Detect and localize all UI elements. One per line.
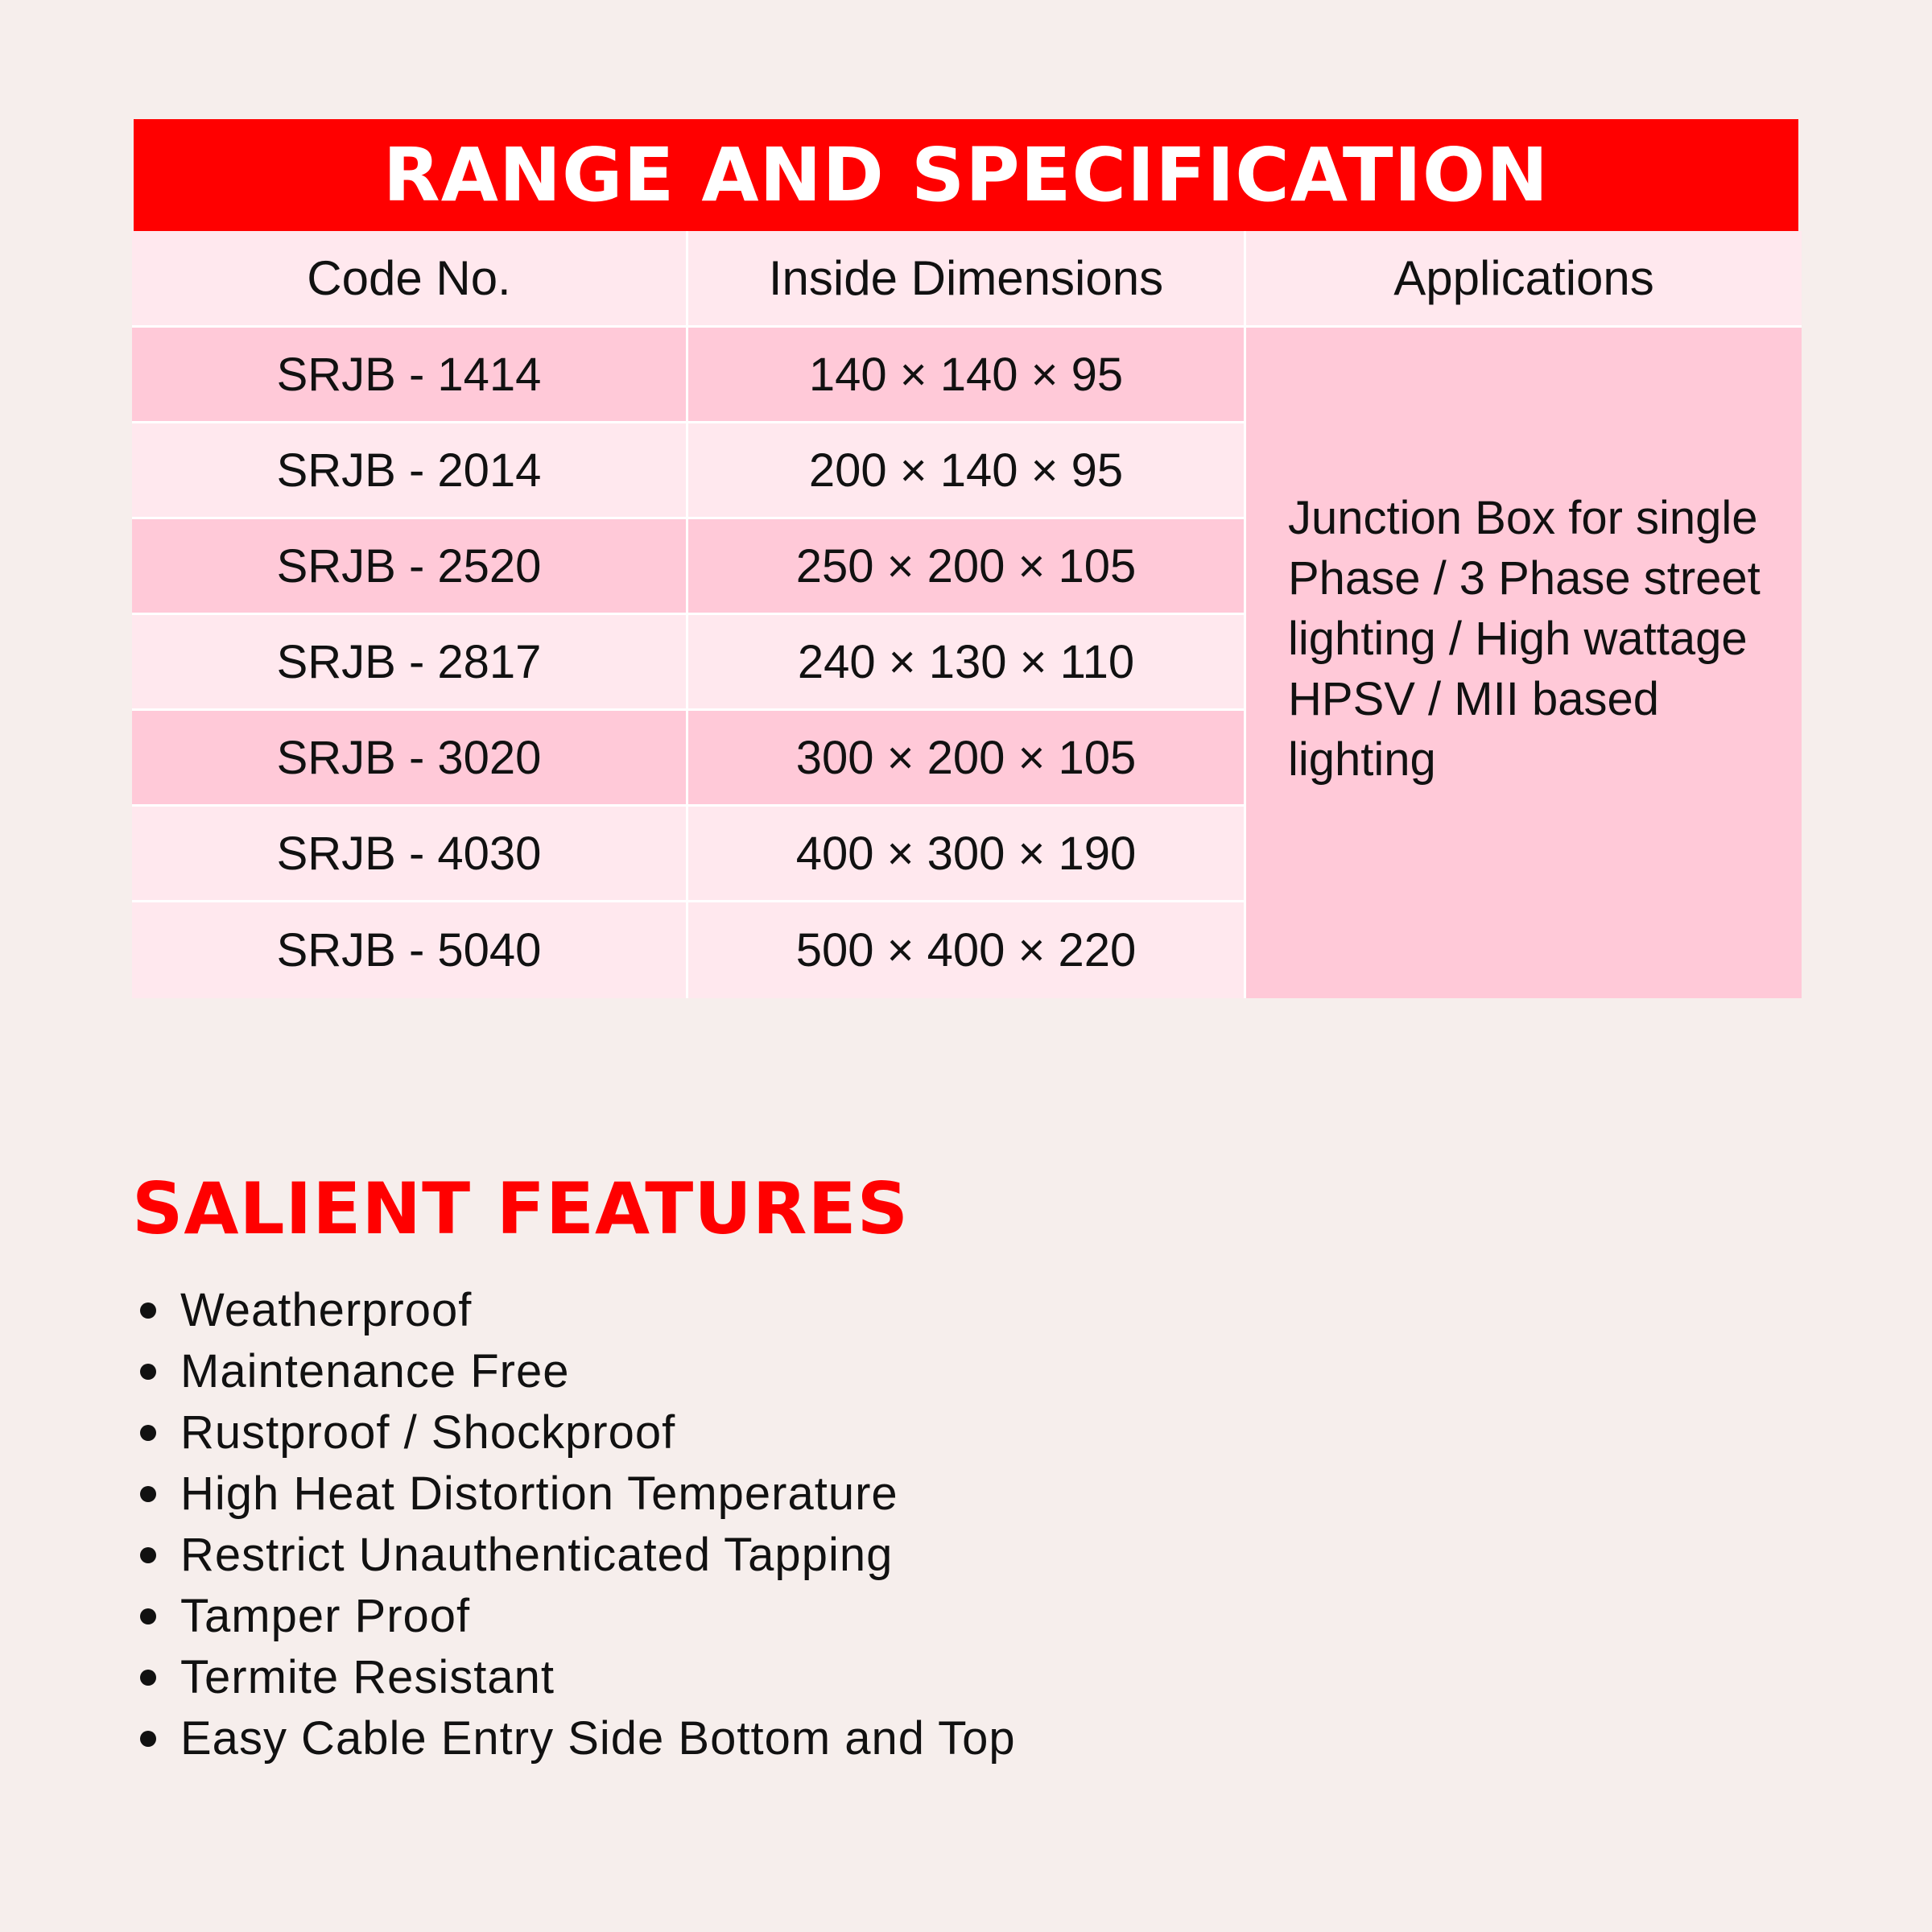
feature-item <box>134 1525 1016 1586</box>
feature-label: Easy Cable Entry Side Bottom and Top <box>180 1712 1016 1765</box>
spec-table <box>134 119 1798 998</box>
spec-title: RANGE AND SPECIFICATION <box>134 119 1798 231</box>
cell-dimensions: 250 × 200 × 105 <box>688 519 1244 615</box>
feature-label: Weatherproof <box>180 1284 473 1336</box>
cell-dimensions: 200 × 140 × 95 <box>688 423 1244 519</box>
header-code: Code No. <box>132 231 686 328</box>
cell-code: SRJB - 3020 <box>132 711 686 807</box>
bullet-icon <box>140 1731 156 1747</box>
cell-code: SRJB - 1414 <box>132 328 686 423</box>
applications-cell <box>1246 328 1802 998</box>
cell-dimensions: 500 × 400 × 220 <box>688 902 1244 998</box>
header-applications: Applications <box>1246 231 1802 328</box>
cell-dimensions: 140 × 140 × 95 <box>688 328 1244 423</box>
spec-grid <box>132 231 1797 998</box>
cell-dimensions: 400 × 300 × 190 <box>688 807 1244 902</box>
cell-code: SRJB - 2520 <box>132 519 686 615</box>
features-list <box>134 1280 1016 1769</box>
bullet-icon <box>140 1302 156 1319</box>
bullet-icon <box>140 1670 156 1686</box>
applications-text: Junction Box for single Phase / 3 Phase street lighting / High wattage HPSV / MII based lighting <box>1288 492 1761 786</box>
feature-item <box>134 1708 1016 1769</box>
bullet-icon <box>140 1486 156 1502</box>
feature-label: Rustproof / Shockproof <box>180 1406 676 1459</box>
feature-item <box>134 1586 1016 1647</box>
bullet-icon <box>140 1425 156 1441</box>
cell-code: SRJB - 2817 <box>132 615 686 711</box>
feature-label: Restrict Unauthenticated Tapping <box>180 1529 894 1581</box>
bullet-icon <box>140 1364 156 1380</box>
bullet-icon <box>140 1547 156 1563</box>
features-title: SALIENT FEATURES <box>132 1167 909 1250</box>
feature-label: Maintenance Free <box>180 1345 570 1397</box>
cell-code: SRJB - 5040 <box>132 902 686 998</box>
bullet-icon <box>140 1608 156 1624</box>
feature-label: High Heat Distortion Temperature <box>180 1468 898 1520</box>
feature-item <box>134 1280 1016 1341</box>
cell-dimensions: 240 × 130 × 110 <box>688 615 1244 711</box>
feature-item <box>134 1647 1016 1708</box>
cell-dimensions: 300 × 200 × 105 <box>688 711 1244 807</box>
feature-label: Tamper Proof <box>180 1590 471 1642</box>
feature-item <box>134 1463 1016 1525</box>
feature-item <box>134 1402 1016 1463</box>
cell-code: SRJB - 4030 <box>132 807 686 902</box>
feature-label: Termite Resistant <box>180 1651 555 1703</box>
feature-item <box>134 1341 1016 1402</box>
header-dimensions: Inside Dimensions <box>688 231 1244 328</box>
cell-code: SRJB - 2014 <box>132 423 686 519</box>
